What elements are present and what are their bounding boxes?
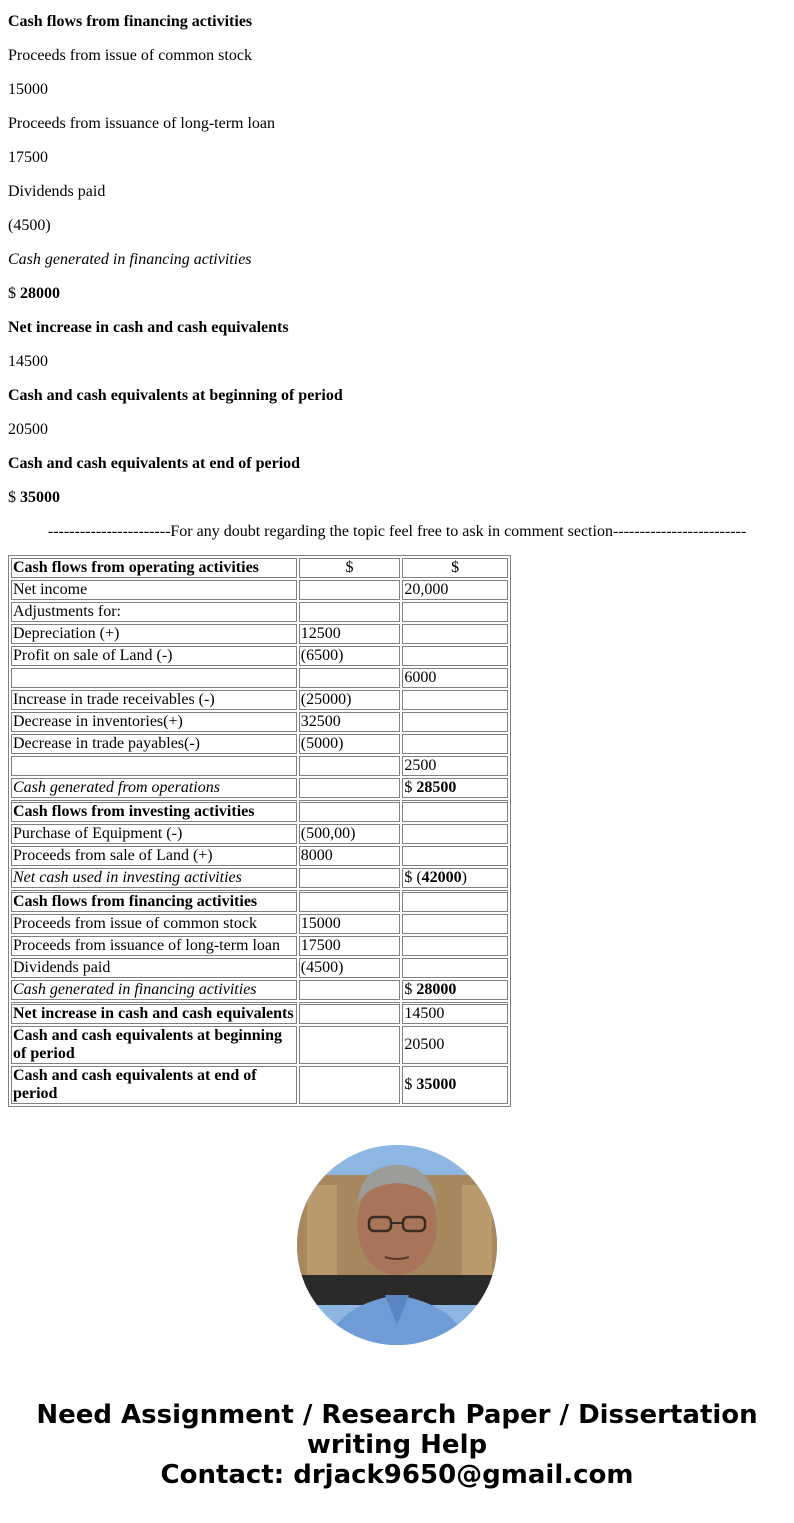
investing-heading: Cash flows from investing activities	[11, 800, 297, 822]
investing-total-cell	[402, 868, 508, 888]
net-increase-row	[11, 1002, 508, 1024]
promo-footer	[8, 1400, 786, 1490]
comment-note: -----------------------For any doubt regarding the topic feel free to ask in comment section-------------------------	[47, 523, 747, 540]
author-avatar	[297, 1145, 497, 1345]
row-col3	[402, 846, 508, 866]
row-col2: (5000)	[299, 734, 401, 754]
beginning-table-label: Cash and cash equivalents at beginning of period	[11, 1026, 297, 1064]
row-col2: 17500	[299, 936, 401, 956]
row-col2	[299, 1066, 401, 1104]
row-label: Dividends paid	[11, 958, 297, 978]
end-table-value: 35000	[416, 1076, 457, 1093]
promo-contact: Contact: drjack9650@gmail.com	[160, 1460, 634, 1490]
currency-symbol: $	[8, 489, 16, 506]
row-col3: 2500	[402, 756, 508, 776]
row-col2	[299, 980, 401, 1000]
beginning-table-value: 20500	[402, 1026, 508, 1064]
row-col3	[402, 624, 508, 644]
row-col3	[402, 734, 508, 754]
operating-total-cell	[402, 778, 508, 798]
financing-total-value: 28000	[416, 981, 457, 998]
financing-heading-row	[11, 890, 508, 912]
currency-symbol: $	[8, 285, 16, 302]
document-body	[0, 13, 794, 1490]
end-row	[11, 1066, 508, 1104]
currency-symbol: $	[404, 1076, 413, 1093]
row-label: Depreciation (+)	[11, 624, 297, 644]
row-col3	[402, 890, 508, 912]
row-label	[11, 756, 297, 776]
table-row	[11, 646, 508, 666]
row-col3	[402, 602, 508, 622]
financing-total-cell	[402, 980, 508, 1000]
end-table-cell	[402, 1066, 508, 1104]
beginning-row	[11, 1026, 508, 1064]
financing-total-row	[11, 980, 508, 1000]
row-col3	[402, 824, 508, 844]
table-row	[11, 846, 508, 866]
table-row	[11, 580, 508, 600]
end-value: 35000	[20, 489, 60, 506]
row-label: Profit on sale of Land (-)	[11, 646, 297, 666]
row-col2: 15000	[299, 914, 401, 934]
row-col3	[402, 646, 508, 666]
row-col2: (25000)	[299, 690, 401, 710]
summary-item-label: Dividends paid	[8, 183, 106, 200]
beginning-label: Cash and cash equivalents at beginning of period	[8, 387, 343, 404]
end-total	[8, 489, 786, 507]
summary-item-label: Proceeds from issuance of long-term loan	[8, 115, 276, 132]
table-row	[11, 734, 508, 754]
cash-flow-table	[8, 555, 511, 1107]
table-row	[11, 914, 508, 934]
row-col3	[402, 800, 508, 822]
row-label: Proceeds from issuance of long-term loan	[11, 936, 297, 956]
row-col2	[299, 868, 401, 888]
summary-item-value: 17500	[8, 149, 48, 166]
financing-heading: Cash flows from financing activities	[8, 13, 253, 30]
financing-total-label: Cash generated in financing activities	[8, 251, 252, 268]
row-label: Decrease in inventories(+)	[11, 712, 297, 732]
financing-total	[8, 285, 786, 303]
row-col2	[299, 1026, 401, 1064]
row-col2	[299, 778, 401, 798]
row-col2	[299, 602, 401, 622]
table-row	[11, 958, 508, 978]
row-label	[11, 668, 297, 688]
row-col3	[402, 914, 508, 934]
summary-item-value: (4500)	[8, 217, 51, 234]
table-row	[11, 936, 508, 956]
row-label: Increase in trade receivables (-)	[11, 690, 297, 710]
summary-item-label: Proceeds from issue of common stock	[8, 47, 252, 64]
row-label: Purchase of Equipment (-)	[11, 824, 297, 844]
row-col3	[402, 712, 508, 732]
operating-total-row	[11, 778, 508, 798]
investing-section	[11, 800, 508, 888]
investing-total-row	[11, 868, 508, 888]
row-col2: 8000	[299, 846, 401, 866]
currency-symbol: $	[404, 981, 413, 998]
currency-symbol: $ (	[404, 869, 422, 886]
summary-item-value: 15000	[8, 81, 48, 98]
financing-section	[11, 890, 508, 1000]
operating-total-value: 28500	[416, 779, 457, 796]
portrait-icon	[297, 1145, 497, 1345]
currency-symbol: $	[404, 779, 413, 796]
row-col2: (4500)	[299, 958, 401, 978]
table-row	[11, 624, 508, 644]
row-col3: 20,000	[402, 580, 508, 600]
financing-table-heading: Cash flows from financing activities	[11, 890, 297, 912]
row-col2	[299, 756, 401, 776]
row-label: Proceeds from issue of common stock	[11, 914, 297, 934]
summary-section	[11, 1002, 508, 1104]
row-label: Net income	[11, 580, 297, 600]
row-col2: (500,00)	[299, 824, 401, 844]
table-row	[11, 756, 508, 776]
financing-total-label: Cash generated in financing activities	[11, 980, 297, 1000]
header-label: Cash flows from operating activities	[11, 558, 297, 578]
operating-section	[11, 558, 508, 798]
row-col2	[299, 800, 401, 822]
table-header-row	[11, 558, 508, 578]
table-row	[11, 712, 508, 732]
end-table-label: Cash and cash equivalents at end of period	[11, 1066, 297, 1104]
table-row	[11, 690, 508, 710]
net-increase-label: Net increase in cash and cash equivalents	[8, 319, 289, 336]
author-photo-container	[8, 1145, 786, 1350]
net-increase-value: 14500	[8, 353, 48, 370]
row-col2	[299, 890, 401, 912]
table-row	[11, 668, 508, 688]
header-col3: $	[402, 558, 508, 578]
row-col3: 6000	[402, 668, 508, 688]
header-col2: $	[299, 558, 401, 578]
net-increase-table-value: 14500	[402, 1002, 508, 1024]
end-label: Cash and cash equivalents at end of period	[8, 455, 301, 472]
row-label: Proceeds from sale of Land (+)	[11, 846, 297, 866]
row-col3	[402, 958, 508, 978]
table-row	[11, 824, 508, 844]
row-col2	[299, 668, 401, 688]
row-col2: 12500	[299, 624, 401, 644]
row-col2	[299, 580, 401, 600]
operating-total-label: Cash generated from operations	[11, 778, 297, 798]
investing-heading-row	[11, 800, 508, 822]
row-col2	[299, 1002, 401, 1024]
row-label: Decrease in trade payables(-)	[11, 734, 297, 754]
row-label: Adjustments for:	[11, 602, 297, 622]
promo-headline: Need Assignment / Research Paper / Dissertation writing Help	[36, 1400, 758, 1460]
row-col3	[402, 936, 508, 956]
table-row	[11, 602, 508, 622]
paren-close: )	[461, 869, 467, 886]
investing-total-value: 42000	[421, 869, 462, 886]
row-col2: (6500)	[299, 646, 401, 666]
row-col2: 32500	[299, 712, 401, 732]
net-increase-table-label: Net increase in cash and cash equivalents	[11, 1002, 297, 1024]
beginning-value: 20500	[8, 421, 48, 438]
row-col3	[402, 690, 508, 710]
financing-total-value: 28000	[20, 285, 60, 302]
investing-total-label: Net cash used in investing activities	[11, 868, 297, 888]
